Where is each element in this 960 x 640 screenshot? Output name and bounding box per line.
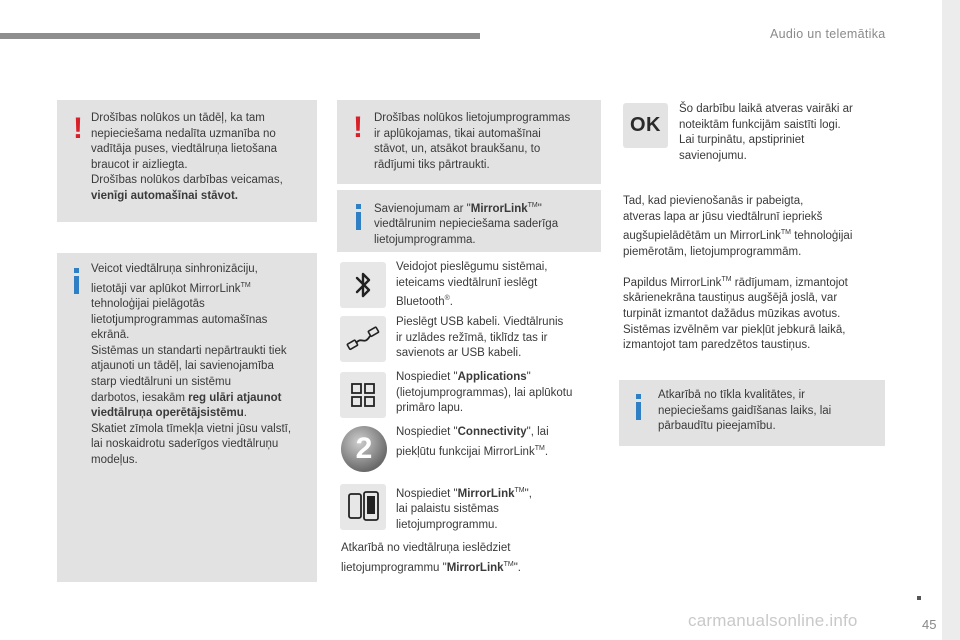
text-line: skārienekrāna taustiņus augšējā joslā, var: [623, 292, 838, 305]
text-line: Veidojot pieslēgumu sistēmai,: [396, 261, 548, 273]
text-line: atveras lapa ar jūsu viedtālrunī iepriekš: [623, 210, 823, 223]
info-box-mirrorlink: [337, 190, 601, 252]
text-line: piemērotām, lietojumprogrammām.: [623, 245, 802, 258]
text-line: .: [243, 407, 247, 420]
text-line: turpināt izmantot dažādus mūzikas avotus.: [623, 308, 841, 321]
info-box-sync: [57, 253, 317, 582]
text-line: .: [544, 445, 549, 458]
step-bluetooth-text: [396, 260, 596, 311]
text-line: Nospiediet ": [396, 426, 458, 438]
bluetooth-icon: [340, 262, 386, 308]
text-line: Drošības nolūkos un tādēļ, ka tam: [91, 112, 265, 124]
text-line: savienojumu.: [679, 149, 747, 162]
watermark: carmanualsonline.info: [688, 611, 858, 630]
exclamation-icon: !: [73, 112, 83, 145]
text-line: ",: [524, 487, 532, 500]
text-line: nepieciešams gaidīšanas laiks, lai: [658, 404, 832, 417]
trademark-sup: TM: [240, 281, 251, 289]
trademark-sup: TM: [514, 487, 525, 494]
text-line: tehnoloģijai: [791, 230, 853, 243]
applications-grid-icon: [340, 372, 386, 418]
text-line: modeļus.: [91, 453, 138, 466]
text-line: noteiktām funkcijām saistīti logi.: [679, 118, 841, 131]
text-line: primāro lapu.: [396, 402, 464, 415]
step-mirrorlink-text: [396, 483, 596, 534]
usb-cable-icon: [340, 316, 386, 362]
header-rule: [0, 33, 480, 39]
warning-box-apps: [337, 100, 601, 184]
text-line: izmantojot tam paredzētos taustiņus.: [623, 339, 811, 352]
end-marker: [917, 596, 921, 600]
info-icon: [636, 394, 641, 420]
text-line: Sistēmas un standarti nepārtraukti tiek: [91, 344, 287, 357]
text-bold: reg ulāri atjaunot: [188, 391, 282, 404]
text-bold: MirrorLink: [457, 487, 515, 500]
text-line: ekrānā.: [91, 329, 130, 342]
connection-complete-text: [623, 194, 893, 260]
text-line: ieteicams viedtālrunī ieslēgt: [396, 276, 538, 289]
warning-text: [91, 111, 313, 205]
text-line: Atkarībā no tīkla kvalitātes, ir: [658, 389, 806, 401]
text-bold: Connectivity: [457, 426, 527, 438]
text-line: Drošības nolūkos darbības veicamas,: [91, 174, 283, 187]
mirrorlink-display-text: [623, 272, 893, 354]
trademark-sup: TM: [527, 202, 538, 209]
text-line: ", lai: [526, 426, 549, 438]
page-number: 45: [922, 617, 937, 632]
text-line: Tad, kad pievienošanās ir pabeigta,: [623, 195, 804, 207]
step-applications-text: [396, 370, 596, 417]
info-box-network: [619, 380, 885, 446]
step-usb-text: [396, 315, 596, 362]
text-line: ": [537, 202, 542, 215]
registered-sup: ®: [444, 295, 450, 303]
text-line: Papildus MirrorLink: [623, 276, 722, 289]
text-line: tehnoloģijai pielāgotās: [91, 298, 205, 311]
text-line: rādījumi tiks pārtraukti.: [374, 158, 490, 171]
text-bold: viedtālruņa operētājsistēmu: [91, 407, 244, 420]
text-line: Drošības nolūkos lietojumprogrammas: [374, 112, 571, 124]
text-line: Šo darbību laikā atveras vairāki ar: [679, 103, 853, 115]
text-line: Sistēmas izvēlnēm var piekļūt jebkurā laikā,: [623, 323, 846, 336]
text-line: lietojumprogrammu ": [341, 561, 447, 574]
text-line: Skatiet zīmola tīmekļa vietni jūsu valstī,: [91, 422, 292, 435]
text-line: lietojumprogramma.: [374, 234, 476, 247]
text-line: nepieciešama nedalīta uzmanība no: [91, 127, 276, 140]
text-line: Nospiediet ": [396, 487, 458, 500]
text-line: ir uzlādes režīmā, tiklīdz tas ir: [396, 331, 548, 344]
text-line: pārbaudītu pieejamību.: [658, 420, 776, 433]
text-line: stāvot, un, atsākot braukšanu, to: [374, 143, 541, 156]
mirrorlink-phone-icon: [340, 484, 386, 530]
text-line: starp viedtālruni un sistēmu: [91, 375, 231, 388]
text-line: lietotāji var aplūkot MirrorLink: [91, 282, 241, 295]
page-edge-strip: [942, 0, 960, 640]
info-text: [658, 388, 880, 435]
text-line: Lai turpinātu, apstipriniet: [679, 134, 805, 147]
text-bold: Applications: [457, 371, 527, 383]
text-line: savienots ar USB kabeli.: [396, 347, 522, 360]
text-line: Savienojumam ar ": [374, 202, 471, 215]
text-line: lietotjumprogrammas automašīnas: [91, 313, 268, 326]
text-line: viedtālrunim nepieciešama saderīga: [374, 218, 559, 231]
ok-text: [679, 102, 889, 164]
warning-box-driving: [57, 100, 317, 222]
trademark-sup: TM: [721, 276, 732, 283]
text-line: ir aplūkojamas, tikai automašīnai: [374, 127, 541, 140]
launch-note-text: [341, 541, 601, 576]
text-line: Veicot viedtālruņa sinhronizāciju,: [91, 263, 258, 275]
text-line: ".: [513, 561, 521, 574]
info-icon: [356, 204, 361, 230]
text-line: rādījumam, izmantojot: [731, 276, 848, 289]
text-line: piekļūtu funkcijai MirrorLink: [396, 445, 535, 458]
trademark-sup: TM: [503, 560, 514, 568]
text-line: lai noskaidrotu saderīgos viedtālruņu: [91, 438, 279, 451]
text-bold: MirrorLink: [446, 561, 504, 574]
trademark-sup: TM: [534, 444, 545, 452]
text-bold: MirrorLink: [470, 202, 528, 215]
info-text: [374, 198, 598, 249]
text-line: braucot ir aizliegta.: [91, 158, 188, 171]
step-number-badge: 2: [341, 426, 387, 472]
text-line: atjaunoti un tādēļ, lai savienojamība: [91, 360, 274, 373]
text-line: lietojumprogrammu.: [396, 519, 498, 532]
section-title: Audio un telemātika: [770, 27, 886, 41]
step-connectivity-text: [396, 425, 596, 460]
exclamation-icon: !: [353, 111, 363, 144]
text-line: augšupielādētām un MirrorLink: [623, 230, 781, 243]
info-icon: [74, 268, 79, 294]
text-line: (lietojumprogrammas), lai aplūkotu: [396, 386, 573, 399]
text-line: darbotos, iesakām: [91, 391, 189, 404]
text-bold: vienīgi automašīnai stāvot.: [91, 189, 238, 202]
text-line: lai palaistu sistēmas: [396, 503, 499, 516]
info-text: [91, 262, 315, 469]
text-line: Pieslēgt USB kabeli. Viedtālrunis: [396, 316, 564, 328]
text-line: vadītāja puses, viedtālruņa lietošana: [91, 143, 278, 156]
text-line: .: [449, 296, 453, 309]
warning-text: [374, 111, 598, 173]
ok-icon: OK: [623, 103, 668, 148]
text-line: Bluetooth: [396, 296, 445, 309]
text-line: Atkarībā no viedtālruņa ieslēdziet: [341, 542, 511, 554]
text-line: Nospiediet ": [396, 371, 458, 383]
trademark-sup: TM: [780, 229, 791, 237]
text-line: ": [526, 371, 531, 383]
